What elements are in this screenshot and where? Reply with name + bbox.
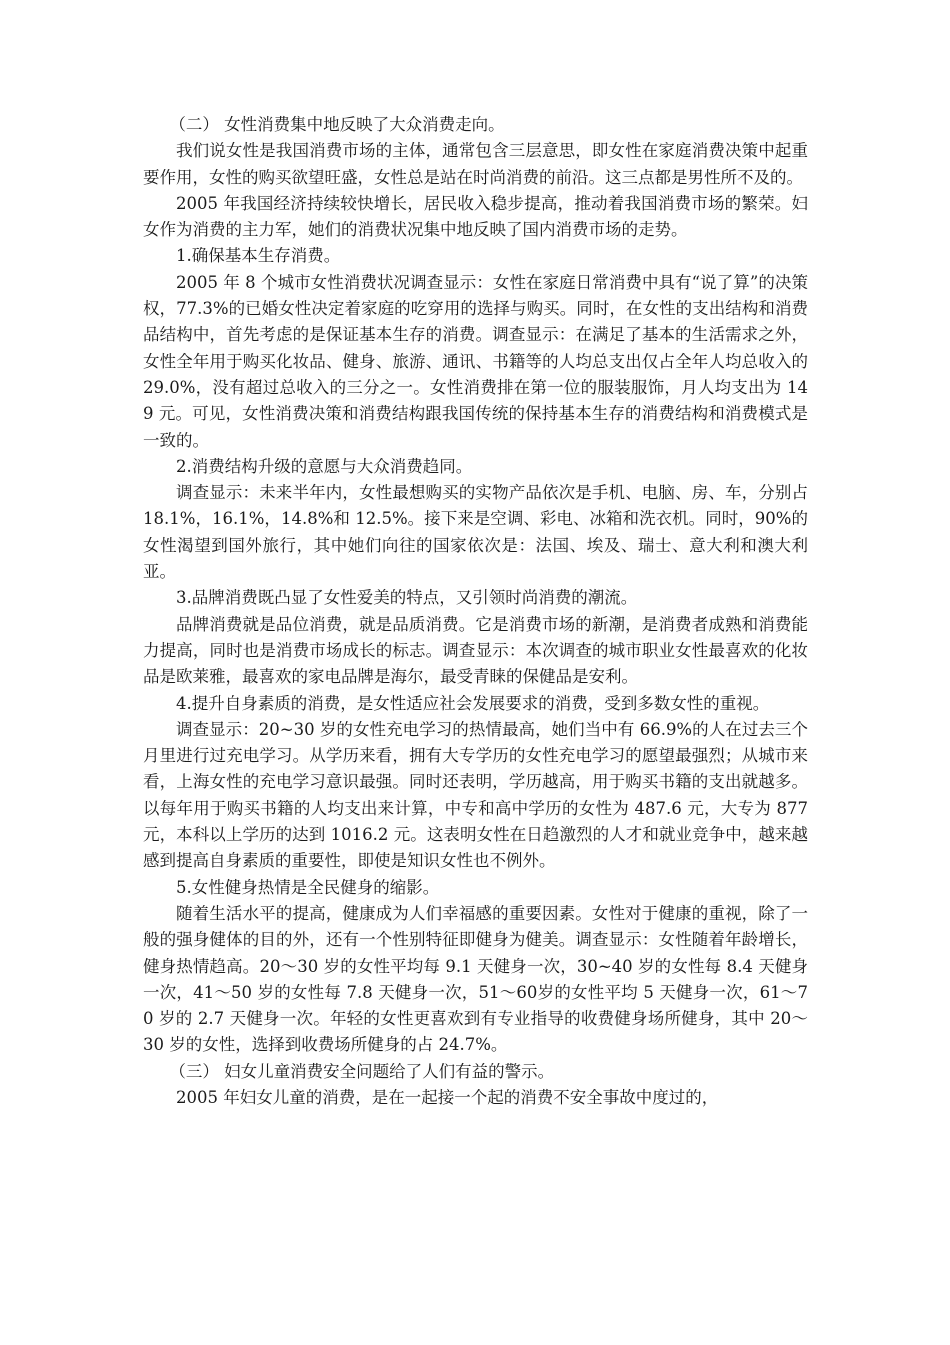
- document-body: [143, 112, 808, 1111]
- paragraph: 2005 年我国经济持续较快增长，居民收入稳步提高，推动着我国消费市场的繁荣。妇女作为消费的主力军，她们的消费状况集中地反映了国内消费市场的走势。: [143, 193, 808, 240]
- paragraph: 品牌消费就是品位消费，就是品质消费。它是消费市场的新潮，是消费者成熟和消费能力提高，同时也是消费市场成长的标志。调查显示：本次调查的城市职业女性最喜欢的化妆品是欧莱雅，最喜欢的家电品牌是海尔，最受青睐的保健品是安利。: [143, 614, 808, 687]
- subheading-4: 4.提升自身素质的消费，是女性适应社会发展要求的消费，受到多数女性的重视。: [176, 693, 770, 713]
- paragraph: 调查显示：未来半年内，女性最想购买的实物产品依次是手机、电脑、房、车，分别占 18.1%，16.1%，14.8%和 12.5%。接下来是空调、彩电、冰箱和洗衣机。同时，90%的女性渴望到国外旅行，其中她们向往的国家依次是：法国、埃及、瑞士、意大利和澳大利亚。: [143, 483, 808, 582]
- subheading-1: 1.确保基本生存消费。: [176, 246, 341, 266]
- paragraph: 2005 年妇女儿童的消费，是在一起接一个起的消费不安全事故中度过的，: [176, 1087, 719, 1107]
- subheading-2: 2.消费结构升级的意愿与大众消费趋同。: [176, 456, 473, 476]
- paragraph: 随着生活水平的提高，健康成为人们幸福感的重要因素。女性对于健康的重视，除了一般的强身健体的目的外，还有一个性别特征即健身为健美。调查显示：女性随着年龄增长，健身热情趋高。20～30 岁的女性平均每 9.1 天健身一次，30~40 岁的女性每 8.4 天健身一次，41～50 岁的女性每 7.8 天健身一次，51～60岁的女性平均 5 天健身一次，61～70 岁的 2.7 天健身一次。年轻的女性更喜欢到有专业指导的收费健身场所健身，其中 20～30 岁的女性，选择到收费场所健身的占 24.7%。: [143, 903, 808, 1055]
- paragraph: 2005 年 8 个城市女性消费状况调查显示：女性在家庭日常消费中具有“说了算”的决策权，77.3%的已婚女性决定着家庭的吃穿用的选择与购买。同时，在女性的支出结构和消费品结构中，首先考虑的是保证基本生存的消费。调查显示：在满足了基本的生活需求之外，女性全年用于购买化妆品、健身、旅游、通讯、书籍等的人均总支出仅占全年人均总收入的 29.0%，没有超过总收入的三分之一。女性消费排在第一位的服装服饰，月人均支出为 149 元。可见，女性消费决策和消费结构跟我国传统的保持基本生存的消费结构和消费模式是一致的。: [143, 272, 808, 450]
- section-heading-3: （三） 妇女儿童消费安全问题给了人们有益的警示。: [169, 1061, 555, 1081]
- subheading-3: 3.品牌消费既凸显了女性爱美的特点，又引领时尚消费的潮流。: [176, 588, 638, 608]
- section-heading-2: （二） 女性消费集中地反映了大众消费走向。: [169, 115, 505, 134]
- paragraph: 调查显示：20~30 岁的女性充电学习的热情最高，她们当中有 66.9%的人在过去三个月里进行过充电学习。从学历来看，拥有大专学历的女性充电学习的愿望最强烈；从城市来看，上海女性的充电学习意识最强。同时还表明，学历越高，用于购买书籍的支出就越多。以每年用于购买书籍的人均支出来计算，中专和高中学历的女性为 487.6 元，大专为 877 元，本科以上学历的达到 1016.2 元。这表明女性在日趋激烈的人才和就业竞争中，越来越感到提高自身素质的重要性，即使是知识女性也不例外。: [143, 719, 808, 871]
- subheading-5: 5.女性健身热情是全民健身的缩影。: [176, 877, 440, 897]
- paragraph: 我们说女性是我国消费市场的主体，通常包含三层意思，即女性在家庭消费决策中起重要作用，女性的购买欲望旺盛，女性总是站在时尚消费的前沿。这三点都是男性所不及的。: [143, 141, 808, 187]
